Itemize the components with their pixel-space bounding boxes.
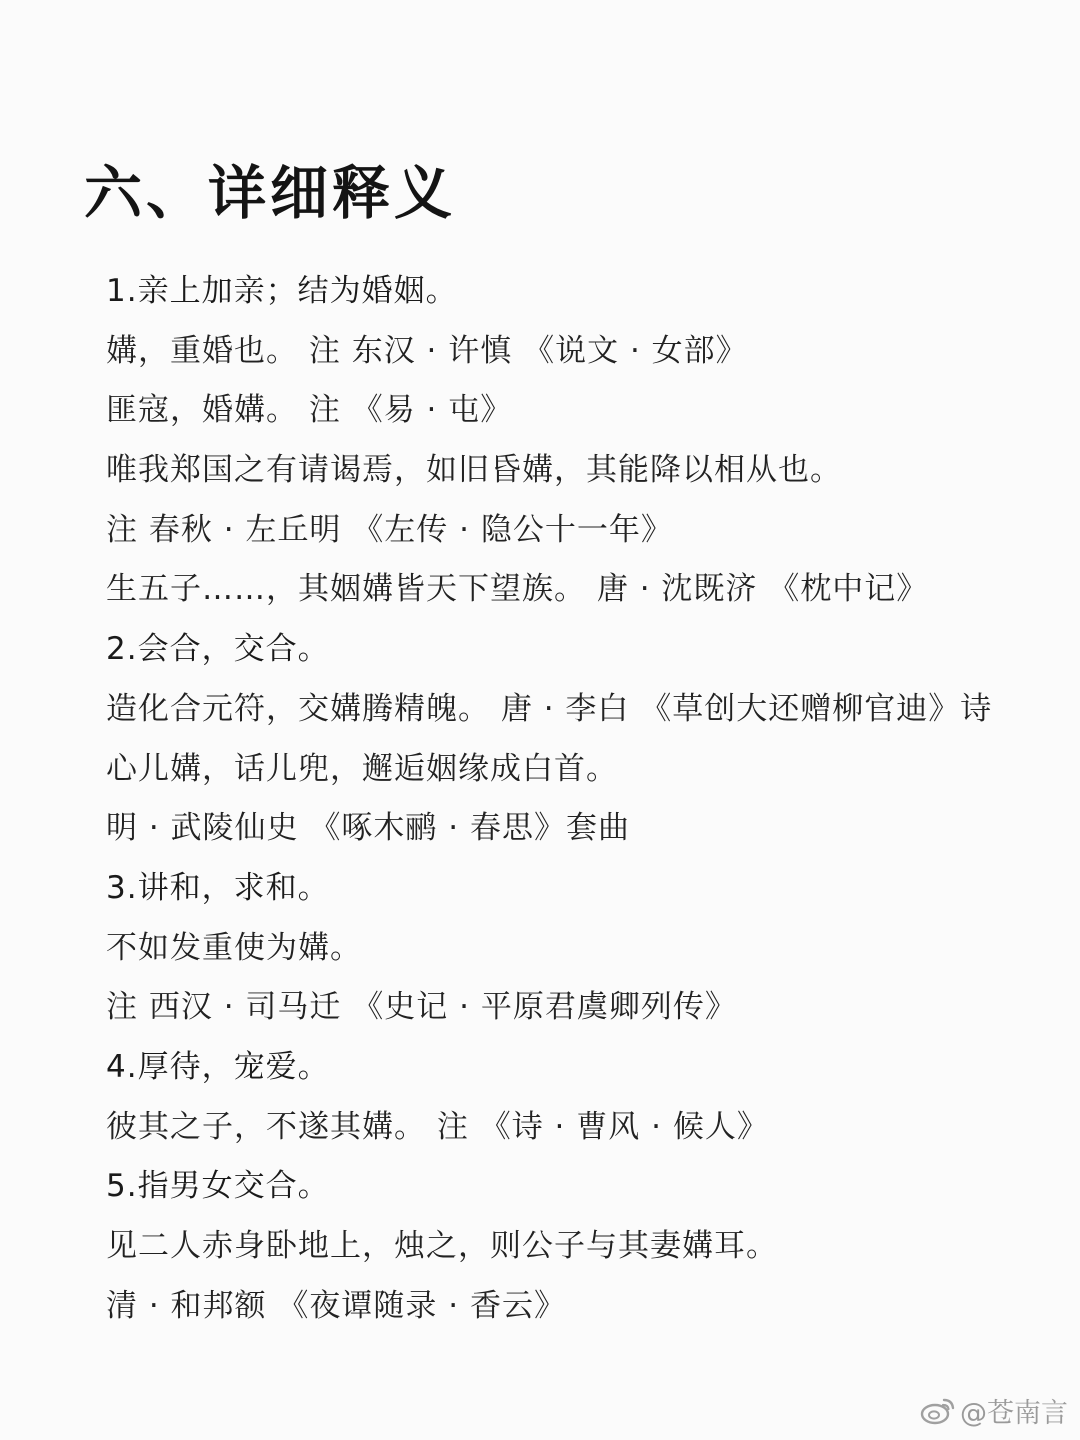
definition-heading: 5.指男女交合。 (106, 1168, 330, 1205)
source-line: 明 · 武陵仙史 《啄木鹂 · 春思》套曲 (106, 810, 630, 847)
source-line: 注 春秋 · 左丘明 《左传 · 隐公十一年》 (106, 511, 673, 548)
definition-heading: 1.亲上加亲；结为婚姻。 (106, 273, 458, 309)
section-title: 六、详细释义 (84, 159, 457, 227)
source-line: 注 西汉 · 司马迁 《史记 · 平原君虞卿列传》 (106, 989, 737, 1026)
quote-line: 唯我郑国之有请谒焉，如旧昏媾，其能降以相从也。 (106, 452, 842, 489)
quote-line: 生五子……，其姻媾皆天下望族。 唐 · 沈既济 《枕中记》 (106, 571, 929, 608)
definition-heading: 4.厚待，宠爱。 (106, 1048, 330, 1085)
quote-line: 不如发重使为媾。 (106, 929, 362, 966)
source-line: 清 · 和邦额 《夜谭随录 · 香云》 (106, 1287, 566, 1324)
quote-line: 媾，重婚也。 注 东汉 · 许慎 《说文 · 女部》 (106, 332, 748, 369)
definition-heading: 3.讲和，求和。 (106, 869, 330, 906)
weibo-icon (920, 1396, 956, 1426)
watermark-handle: @苍南言 (960, 1398, 1068, 1429)
quote-line: 心儿媾，话儿兜，邂逅姻缘成白首。 (106, 750, 618, 787)
quote-line: 匪寇，婚媾。 注 《易 · 屯》 (106, 392, 513, 429)
definition-heading: 2.会合，交合。 (106, 631, 330, 668)
quote-line: 彼其之子，不遂其媾。 注 《诗 · 曹风 · 候人》 (106, 1108, 769, 1145)
weibo-watermark (920, 1391, 1068, 1430)
quote-line: 见二人赤身卧地上，烛之，则公子与其妻媾耳。 (106, 1228, 778, 1264)
quote-line: 造化合元符，交媾腾精魄。 唐 · 李白 《草创大还赠柳官迪》诗 (106, 690, 993, 727)
definition-list (106, 262, 1066, 1336)
